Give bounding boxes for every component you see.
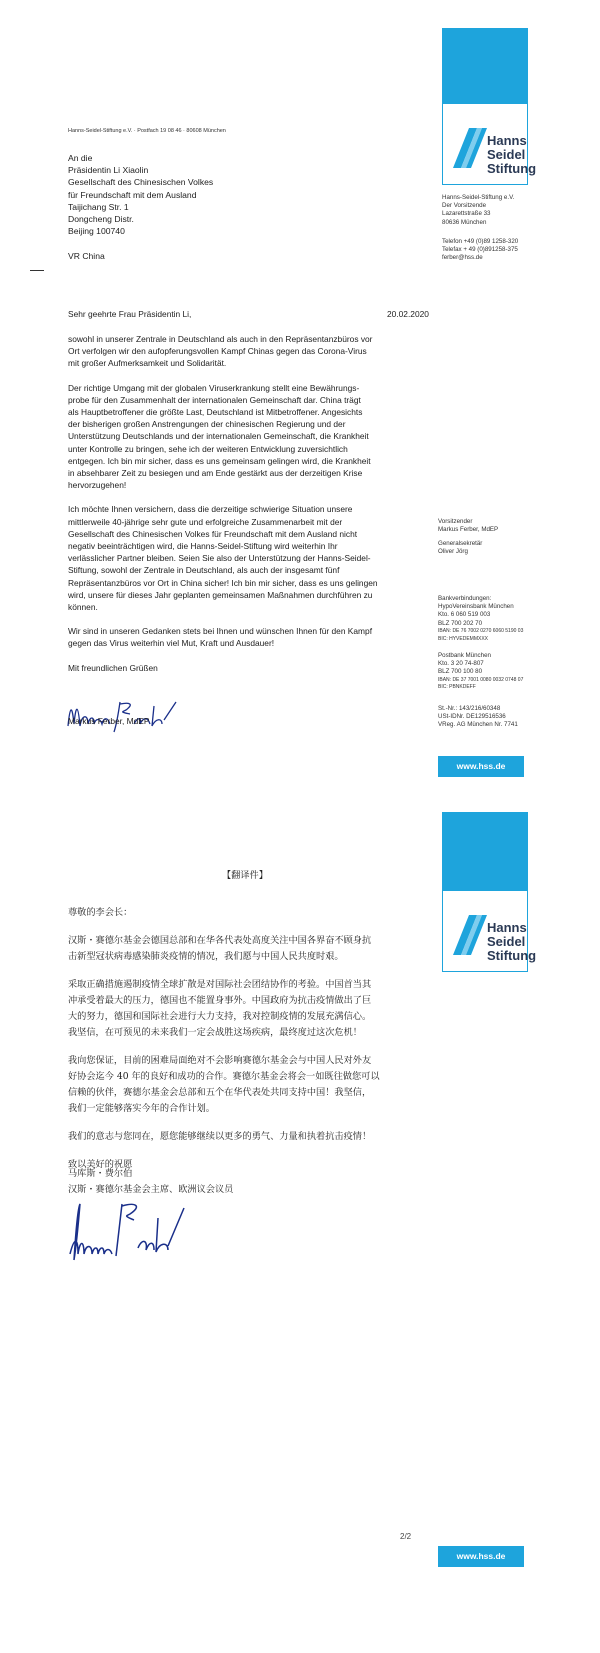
translation-signer [68, 1166, 233, 1198]
paragraph-line: negativ beeinträchtigen wird, die Hanns-Seidel-Stiftung wird weiterhin Ihr [68, 541, 338, 552]
translation-body [68, 933, 418, 1173]
stripes-logo-icon [449, 124, 489, 168]
paragraph [68, 503, 428, 613]
logo-line-2: Seidel [487, 934, 526, 949]
paragraph-line: können. [68, 602, 98, 613]
logo-line-2: Seidel [487, 147, 526, 162]
tax-line: St.-Nr.: 143/216/60348 [438, 705, 501, 712]
org-line: 80636 München [442, 218, 487, 226]
paragraph-line: der bisherigen großen Anstrengungen der chinesischen Regierung und der [68, 419, 346, 430]
website-link[interactable]: www.hss.de [438, 1546, 524, 1567]
letter-date: 20.02.2020 [387, 309, 429, 319]
bank-line: IBAN: DE 76 7002 0270 6060 5190 03 [438, 627, 524, 634]
bank-line: Bankverbindungen: [438, 595, 492, 602]
paragraph-line: hervorzugehen! [68, 480, 127, 491]
bank-line: Kto. 3 20 74-807 [438, 660, 484, 668]
paragraph-line: 汉斯・赛德尔基金会德国总部和在华各代表处高度关注中国各界奋不顾身抗 [68, 935, 372, 946]
logo [442, 103, 537, 185]
recipient-line: Taijichang Str. 1 [68, 201, 129, 212]
sender-line: Hanns-Seidel-Stiftung e.V. · Postfach 19 08 46 · 80608 München [68, 128, 226, 134]
paragraph-line: 我们的意志与您同在，愿您能够继续以更多的勇气、力量和执着抗击疫情！ [68, 1131, 372, 1142]
translation-closing: 致以美好的祝愿 [68, 1159, 133, 1170]
paragraph-line: 我向您保证，目前的困难局面绝对不会影响赛德尔基金会与中国人民对外友 [68, 1055, 372, 1066]
logo-wordmark [487, 134, 536, 176]
secretary-line: Oliver Jörg [438, 548, 468, 556]
brand-banner-top [442, 812, 528, 890]
paragraph [68, 933, 418, 965]
bank-line: BIC: HYVEDEMMXXX [438, 635, 489, 642]
page-number: 2/2 [400, 1532, 412, 1541]
bank-line: BIC: PBNKDEFF [438, 684, 476, 691]
sidebar-chair [438, 518, 498, 534]
logo [442, 890, 537, 972]
paragraph-line: Repräsentanzbüros vor Ort in China sicher! Ich bin mir sicher, dass es uns gelingen [68, 577, 378, 588]
chair-line: Vorsitzender [438, 518, 473, 525]
sidebar-contact [442, 238, 518, 263]
paragraph-line: unter Kontrolle zu bringen, sehe ich der weiteren Entwicklung zuversichtlich [68, 443, 348, 454]
paragraph [68, 1129, 418, 1145]
bank-line: IBAN: DE 37 7001 0080 0032 0748 07 [438, 676, 524, 683]
paragraph-line: 我们一定能够落实今年的合作计划。 [68, 1103, 215, 1114]
bank-line: BLZ 700 202 70 [438, 619, 483, 627]
paragraph [68, 382, 428, 492]
paragraph [68, 333, 428, 370]
brand-banner-top [442, 28, 528, 103]
paragraph-line: 信赖的伙伴，赛德尔基金会总部和五个在华代表处共同支持中国！我坚信， [68, 1087, 372, 1098]
paragraph-line: 击新型冠状病毒感染肺炎疫情的情况，我们愿与中国人民共度时艰。 [68, 951, 344, 962]
paragraph-line: entgegen. Ich bin mir sicher, dass es uns gemeinsam gelingen wird, die Krankheit [68, 455, 371, 466]
paragraph-line: wird, unsere für dieses Jahr geplanten gemeinsamen Maßnahmen durchführen zu [68, 589, 373, 600]
logo-line-3: Stiftung [487, 948, 537, 963]
recipient-line: An die [68, 153, 93, 163]
paragraph-line: mit großer Aufmerksamkeit und Solidarität. [68, 358, 227, 369]
salutation: Sehr geehrte Frau Präsidentin Li, [68, 309, 192, 319]
paragraph-line: Ort verfolgen wir den aufopferungsvollen Kampf Chinas gegen das Corona-Virus [68, 346, 367, 357]
recipient-line: Präsidentin Li Xiaolin [68, 165, 149, 176]
paragraph-line: 冲承受着最大的压力，德国也不能置身事外。中国政府为抗击疫情做出了巨 [68, 995, 372, 1006]
bank-line: HypoVereinsbank München [438, 603, 514, 611]
secretary-line: Generalsekretär [438, 540, 483, 547]
paragraph-line: probe für den Zusammenhalt der internationalen Gemeinschaft dar. China trägt [68, 394, 361, 405]
sidebar-bank-2 [438, 652, 523, 692]
fold-mark [30, 270, 44, 271]
paragraph-line: Unterstützung Deutschlands und der internationalen Gemeinschaft, die Krankheit [68, 431, 369, 442]
paragraph [68, 1053, 418, 1117]
tax-line: VReg. AG München Nr. 7741 [438, 721, 518, 729]
org-line: Hanns-Seidel-Stiftung e.V. [442, 194, 515, 201]
paragraph-line: Gesellschaft des Chinesischen Volkes für Freundschaft mit dem Ausland nicht [68, 528, 358, 539]
paragraph-line: 采取正确措施遏制疫情全球扩散是对国际社会团结协作的考验。中国首当其 [68, 979, 372, 990]
recipient-line: Beijing 100740 [68, 226, 125, 237]
paragraph-line: Stiftung, sowohl der Zentrale in Deutschland, als auch der insgesamt fünf [68, 565, 340, 576]
signer-title: 汉斯・赛德尔基金会主席、欧洲议会议员 [68, 1184, 234, 1195]
website-link[interactable]: www.hss.de [438, 756, 524, 777]
paragraph-line: verlässlicher Partner bleiben. Seien Sie also der Unterstützung der Hanns-Seidel- [68, 553, 371, 564]
logo-line-1: Hanns [487, 920, 527, 935]
recipient-address [68, 152, 213, 237]
paragraph-line: sowohl in unserer Zentrale in Deutschland als auch in den Repräsentanzbüros vor [68, 334, 373, 344]
signature-image [64, 1198, 194, 1268]
paragraph-line: 我坚信，在可预见的未来我们一定会战胜这场疾病，最终度过这次危机！ [68, 1027, 362, 1038]
translation-header: 【翻译件】 [222, 870, 268, 881]
sidebar-tax [438, 705, 518, 730]
bank-line: Postbank München [438, 652, 491, 659]
paragraph-line: Ich möchte Ihnen versichern, dass die derzeitige schwierige Situation unsere [68, 504, 353, 515]
org-line: Lazarettstraße 33 [442, 210, 491, 218]
sidebar-bank-1 [438, 595, 523, 643]
tax-line: USt-IDNr. DE129516536 [438, 713, 506, 721]
stripes-logo-icon [449, 911, 489, 955]
recipient-line: Dongcheng Distr. [68, 214, 134, 225]
paragraph-line: als Hauptbetroffener die größte Last, Deutschland ist Mitbetroffener. Angesichts [68, 407, 363, 418]
paragraph-line: Wir sind in unseren Gedanken stets bei Ihnen und wünschen Ihnen für den Kampf [68, 626, 373, 637]
org-line: Der Vorsitzende [442, 202, 487, 210]
recipient-line: für Freundschaft mit dem Ausland [68, 189, 197, 200]
sidebar-secretary [438, 540, 482, 556]
paragraph-line: 好协会迄今 40 年的良好和成功的合作。赛德尔基金会将会一如既往做您可以 [68, 1071, 380, 1082]
logo-line-1: Hanns [487, 133, 527, 148]
signer-name: 马库斯・费尔伯 [68, 1168, 133, 1179]
closing: Mit freundlichen Grüßen [68, 662, 158, 673]
chair-line: Markus Ferber, MdEP [438, 526, 499, 534]
letter-body [68, 333, 428, 674]
recipient-country: VR China [68, 251, 105, 261]
paragraph-line: 大的努力，德国和国际社会进行大力支持，我对控制疫情的发展充满信心。 [68, 1011, 372, 1022]
paragraph-line: gegen das Virus weiterhin viel Mut, Kraft und Ausdauer! [68, 638, 275, 649]
sidebar-org [442, 194, 514, 227]
paragraph-line: mittlerweile 40-jährige sehr gute und erfolgreiche Zusammenarbeit mit der [68, 516, 343, 527]
bank-line: Kto. 6 060 519 003 [438, 611, 491, 619]
contact-line: Telefon +49 (0)89 1258-320 [442, 238, 519, 245]
logo-wordmark [487, 921, 536, 963]
recipient-line: Gesellschaft des Chinesischen Volkes [68, 177, 214, 188]
paragraph [68, 977, 418, 1041]
signer-name: Markus Ferber, MdEP [68, 716, 150, 726]
paragraph-line: Der richtige Umgang mit der globalen Viruserkrankung stellt eine Bewährungs- [68, 382, 360, 393]
paragraph [68, 625, 428, 649]
contact-line: Telefax + 49 (0)891258-375 [442, 246, 518, 254]
bank-line: BLZ 700 100 80 [438, 668, 483, 676]
paragraph-line: in absehbarer Zeit zu besiegen und am Ende gestärkt aus der derzeitigen Krise [68, 468, 363, 479]
translation-salutation: 尊敬的李会长： [68, 907, 133, 918]
contact-line: ferber@hss.de [442, 254, 483, 262]
logo-line-3: Stiftung [487, 161, 537, 176]
